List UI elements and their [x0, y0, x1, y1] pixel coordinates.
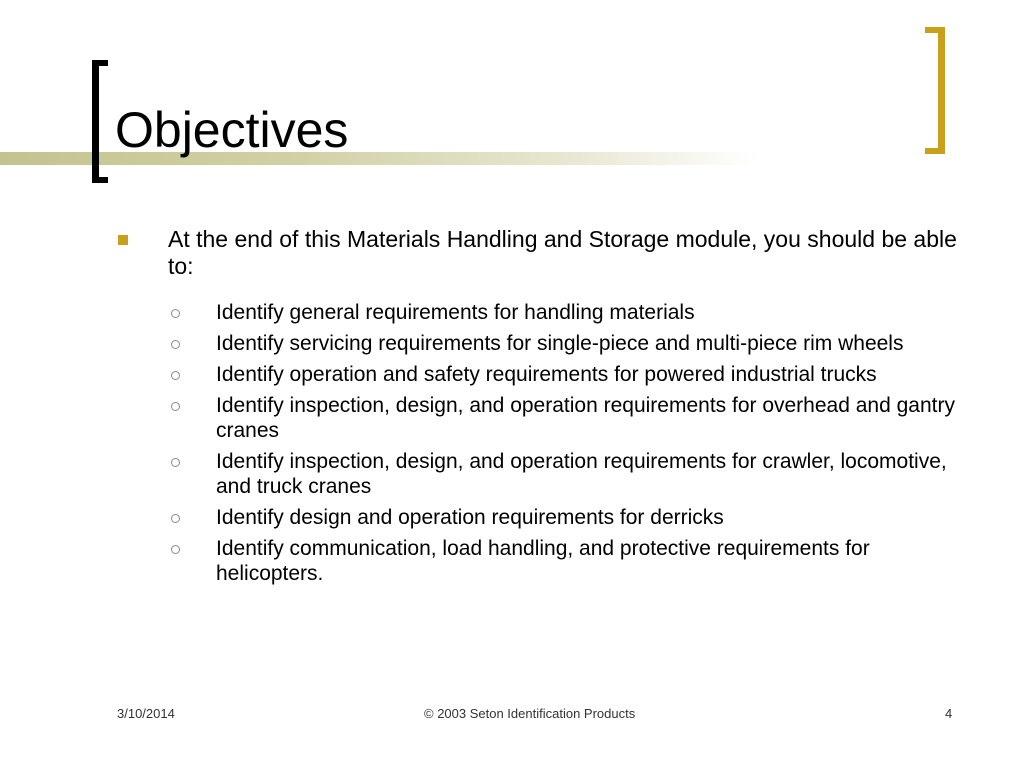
- objectives-list: [118, 300, 958, 586]
- objective-text: Identify servicing requirements for single-piece and multi-piece rim wheels: [216, 332, 904, 355]
- objective-item: [118, 505, 958, 530]
- slide-content: [118, 226, 958, 592]
- objective-text: Identify design and operation requirements for derricks: [216, 506, 724, 529]
- intro-bullet: [118, 226, 958, 280]
- title-band: [0, 152, 760, 165]
- objective-text: Identify communication, load handling, and protective requirements for helicopters.: [216, 537, 870, 585]
- objective-item: [118, 331, 958, 356]
- footer-copyright: © 2003 Seton Identification Products: [424, 706, 636, 721]
- footer-page-number: 4: [945, 706, 953, 721]
- intro-text: At the end of this Materials Handling and Storage module, you should be able to:: [168, 226, 957, 279]
- footer-date: 3/10/2014: [117, 706, 175, 721]
- objective-item: [118, 300, 958, 325]
- objective-text: Identify operation and safety requirements for powered industrial trucks: [216, 363, 877, 386]
- objective-item: [118, 536, 958, 586]
- objective-text: Identify inspection, design, and operation requirements for crawler, locomotive, and truck cranes: [216, 450, 947, 498]
- left-bracket-decoration: [92, 60, 108, 183]
- circle-bullet-icon: [171, 309, 180, 318]
- objective-item: [118, 362, 958, 387]
- circle-bullet-icon: [171, 458, 180, 467]
- circle-bullet-icon: [171, 545, 180, 554]
- right-bracket-decoration: [925, 27, 945, 154]
- circle-bullet-icon: [171, 371, 180, 380]
- objective-text: Identify general requirements for handling materials: [216, 301, 695, 324]
- circle-bullet-icon: [171, 514, 180, 523]
- objective-text: Identify inspection, design, and operation requirements for overhead and gantry cranes: [216, 394, 955, 442]
- slide-title: Objectives: [115, 102, 349, 158]
- objective-item: [118, 449, 958, 499]
- objective-item: [118, 393, 958, 443]
- square-bullet-icon: [118, 235, 128, 245]
- circle-bullet-icon: [171, 402, 180, 411]
- circle-bullet-icon: [171, 340, 180, 349]
